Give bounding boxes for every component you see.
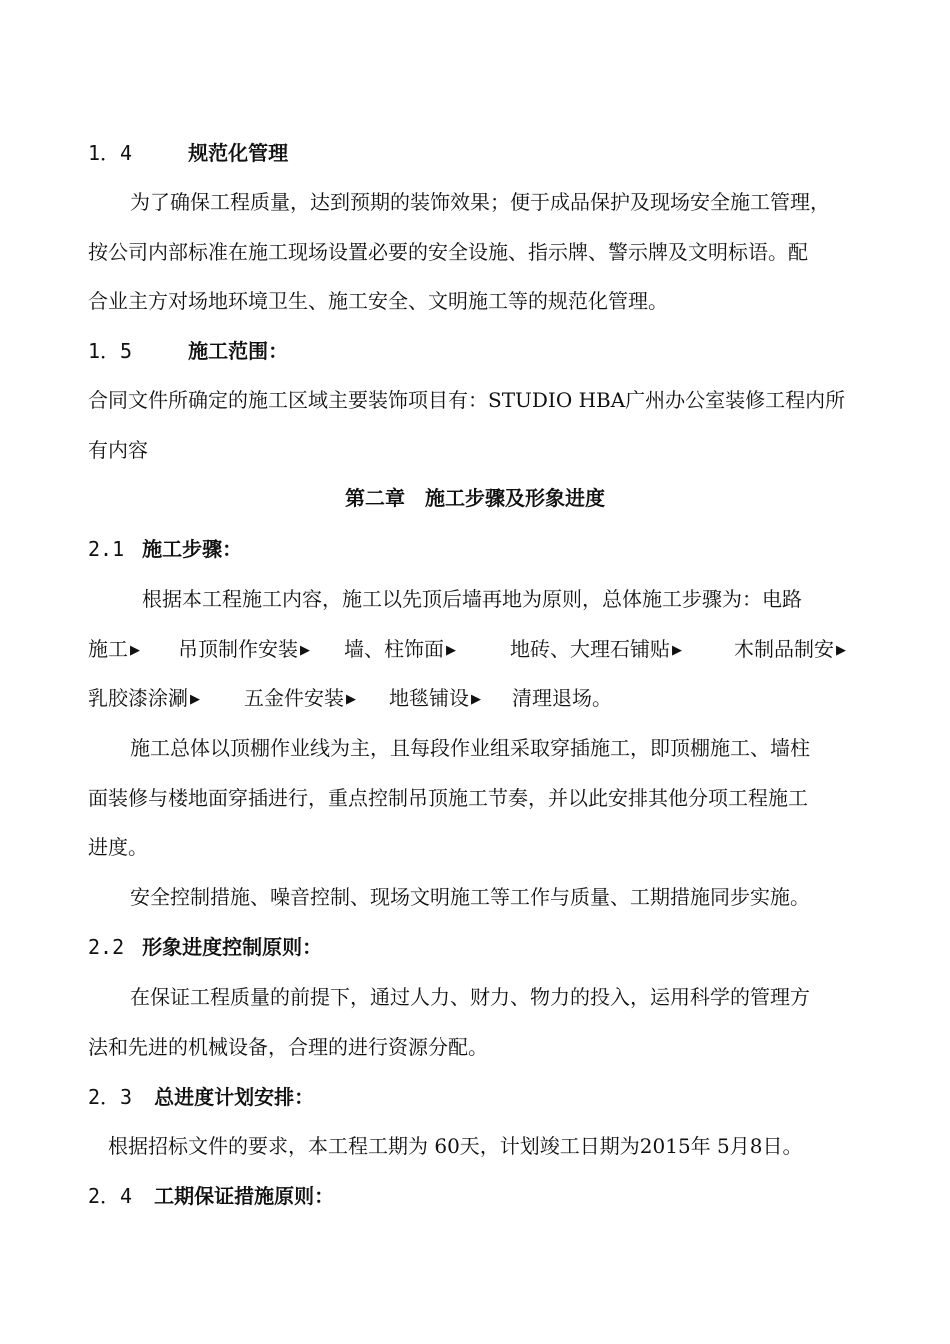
section-number: 2.2	[88, 935, 125, 959]
step-item	[244, 686, 356, 712]
arrow-icon: ▶	[836, 643, 846, 658]
step-item	[734, 637, 846, 663]
section-title: 规范化管理	[188, 141, 289, 165]
arrow-icon: ▶	[300, 643, 310, 658]
section-title: 施工步骤：	[142, 537, 243, 561]
step-label: 地毯铺设	[389, 686, 469, 710]
step-label: 五金件安装	[244, 686, 344, 710]
arrow-icon: ▶	[446, 643, 456, 658]
section-number: 1．4	[88, 141, 133, 165]
paragraph-line: 为了确保工程质量，达到预期的装饰效果；便于成品保护及现场安全施工管理，	[130, 190, 830, 214]
paragraph-line: 合业主方对场地环境卫生、施工安全、文明施工等的规范化管理。	[88, 289, 668, 313]
step-item	[389, 686, 481, 712]
section-number: 2.1	[88, 537, 125, 561]
section-1-4-heading	[88, 141, 288, 165]
section-2-2-heading	[88, 935, 322, 959]
paragraph-line: 安全控制措施、噪音控制、现场文明施工等工作与质量、工期措施同步实施。	[130, 885, 810, 909]
section-number: 2．3	[88, 1085, 133, 1109]
step-label: 地砖、大理石铺贴	[510, 637, 670, 661]
step-label: 施工	[88, 637, 128, 661]
step-item	[344, 637, 456, 663]
step-item	[512, 686, 612, 710]
section-2-3-heading	[88, 1085, 314, 1109]
arrow-icon: ▶	[190, 692, 200, 707]
paragraph-line: 合同文件所确定的施工区域主要装饰项目有：STUDIO HBA广州办公室装修工程内所	[88, 388, 846, 412]
paragraph-line: 根据招标文件的要求，本工程工期为 60天，计划竣工日期为2015年 5月8日。	[108, 1134, 803, 1158]
step-label: 吊顶制作安装	[178, 637, 298, 661]
arrow-icon: ▶	[130, 643, 140, 658]
section-title: 形象进度控制原则：	[142, 935, 323, 959]
step-item	[510, 637, 682, 663]
section-1-5-heading	[88, 339, 288, 363]
section-title: 总进度计划安排：	[154, 1085, 315, 1109]
section-title: 施工范围：	[188, 339, 289, 363]
step-label: 乳胶漆涂涮	[88, 686, 188, 710]
step-item	[178, 637, 310, 663]
section-number: 1．5	[88, 339, 133, 363]
section-2-4-heading	[88, 1184, 334, 1208]
step-label: 墙、柱饰面	[344, 637, 444, 661]
paragraph-line: 在保证工程质量的前提下，通过人力、财力、物力的投入，运用科学的管理方	[130, 985, 810, 1009]
section-2-1-heading	[88, 537, 242, 561]
paragraph-line: 有内容	[88, 438, 148, 462]
step-label: 清理退场。	[512, 686, 612, 710]
step-label: 木制品制安	[734, 637, 834, 661]
arrow-icon: ▶	[672, 643, 682, 658]
section-title: 工期保证措施原则：	[154, 1184, 335, 1208]
paragraph-line: 法和先进的机械设备，合理的进行资源分配。	[88, 1035, 488, 1059]
chapter-title: 第二章 施工步骤及形象进度	[345, 486, 605, 510]
step-item	[88, 637, 140, 663]
arrow-icon: ▶	[346, 692, 356, 707]
section-number: 2．4	[88, 1184, 133, 1208]
paragraph-line: 按公司内部标准在施工现场设置必要的安全设施、指示牌、警示牌及文明标语。配	[88, 240, 808, 264]
step-item	[88, 686, 200, 712]
arrow-icon: ▶	[471, 692, 481, 707]
paragraph-line: 根据本工程施工内容，施工以先顶后墙再地为原则，总体施工步骤为：电路	[142, 587, 802, 611]
paragraph-line: 面装修与楼地面穿插进行，重点控制吊顶施工节奏，并以此安排其他分项工程施工	[88, 786, 808, 810]
paragraph-line: 施工总体以顶棚作业线为主，且每段作业组采取穿插施工，即顶棚施工、墙柱	[130, 736, 810, 760]
paragraph-line: 进度。	[88, 835, 148, 859]
